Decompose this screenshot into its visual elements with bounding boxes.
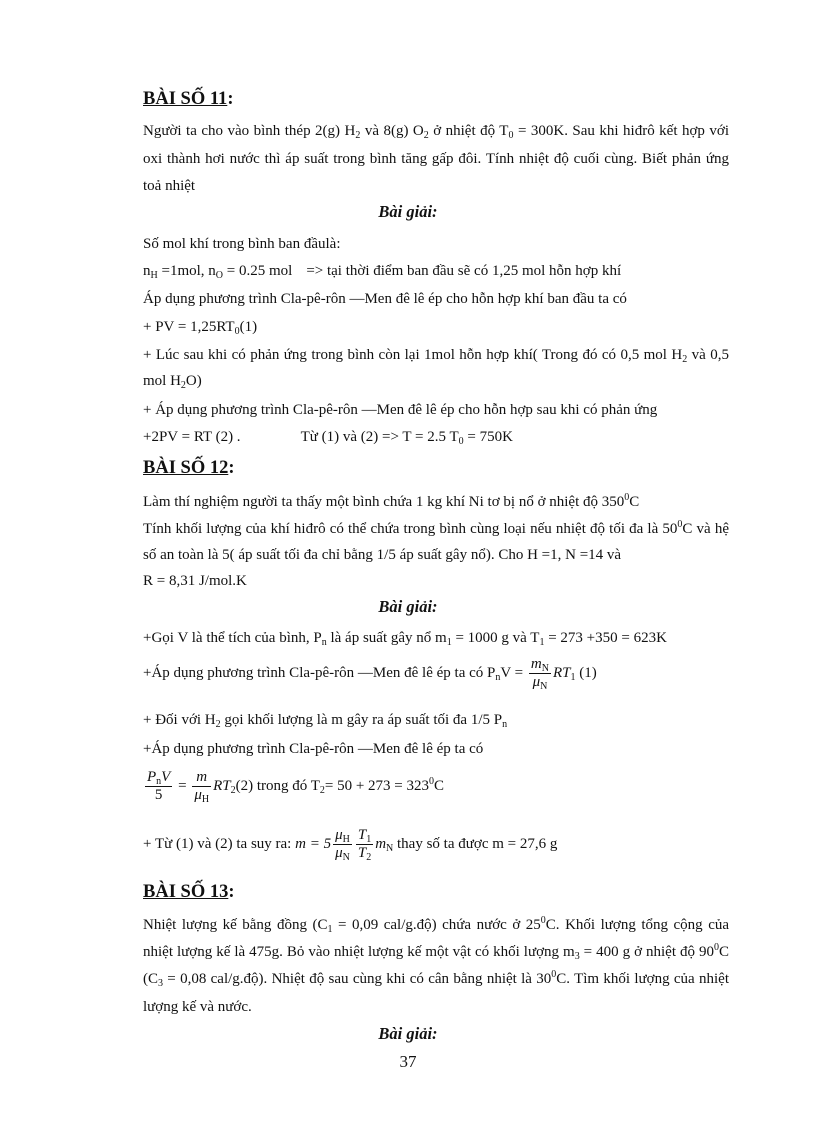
problem-12-line-4: R = 8,31 J/mol.K (143, 573, 247, 589)
solution-11-line-4: + PV = $1,25RT_0(1)$ (143, 319, 258, 337)
solution-11-line-6: mol $H_2O$) (143, 373, 202, 391)
solution-11-line-7: + Áp dụng phương trình Cla-pê-rôn —Men đê lê ép cho hỗn hợp sau khi có phản ứng (143, 402, 658, 418)
page-number: 37 (399, 1052, 417, 1071)
problem-12-line-3: số an toàn là 5( áp suất tối đa chỉ bằng 1/5 áp suất gây nổ). Cho H =1, N =14 và (143, 547, 622, 563)
solution-12-line-1: +Gọi V là thể tích của bình, $P_n$ là áp suất gây nổ $m_1 = 1000$ g và $T_1 = 273 +350 = 623K$ (143, 630, 667, 648)
problem-11-line-1: Người ta cho vào bình thép 2(g) $H_2$ và 8(g) $O_2$ ở nhiệt độ $T_0 = 300K$. Sau khi hiđrô kết hợp với (143, 123, 729, 141)
problem-12-line-1: Làm thí nghiệm người ta thấy một bình chứa 1 kg khí Ni tơ bị nổ ở nhiệt độ $350^0C$ (143, 492, 640, 510)
heading-bai-11: BÀI SỐ 11: (143, 89, 234, 109)
problem-13-line-4: lượng kế và nước. (143, 999, 252, 1015)
solution-12-line-4: +Áp dụng phương trình Cla-pê-rôn —Men đê lê ép ta có (143, 741, 484, 757)
problem-11-line-2: oxi thành hơi nước thì áp suất trong bình tăng gấp đôi. Tính nhiệt độ cuối cùng. Biết phản ứng (143, 151, 729, 167)
solution-11-line-8: +2PV = RT (2) . Từ (1) và (2) => T = 2.5 $T_0 = 750K$ (143, 429, 513, 447)
problem-13-line-3: ($C_3 = 0,08$ cal/g.độ). Nhiệt độ sau cùng khi có cân bằng nhiệt là $30^0C$. Tìm khối lượng của nhiệt (143, 969, 730, 989)
solution-12-line-6-formula: + Từ (1) và (2) ta suy ra: m = 5 $\frac{\mu_H}{\mu_N}$ $\frac{T_1}{T_2}$ $m_N$ thay số ta được m = 27,6 g (143, 827, 558, 863)
solution-11-line-3: Áp dụng phương trình Cla-pê-rôn —Men đê lê ép cho hỗn hợp khí ban đầu ta có (143, 291, 627, 307)
heading-bai-13: BÀI SỐ 13: (143, 882, 235, 902)
heading-bai-12: BÀI SỐ 12: (143, 458, 235, 478)
problem-12-line-2: Tính khối lượng của khí hiđrô có thể chứa trong bình cùng loại nếu nhiệt độ tối đa là $50^0C$ và hệ (143, 519, 730, 537)
solution-12-line-5-formula: $\frac{P_nV}{5}$ = $\frac{m}{\mu_H}$ $RT_2(2)$ trong đó $T_2= 50 + 273 = 323^0C$ (147, 769, 445, 805)
solution-11-line-1: Số mol khí trong bình ban đầulà: (143, 236, 341, 252)
solution-title-12: Bài giải: (378, 597, 438, 616)
solution-12-line-2-formula: +Áp dụng phương trình Cla-pê-rôn —Men đê lê ép ta có $P_nV$ = $\frac{m_N}{\mu_N}$ $RT_1$ (1) (143, 656, 597, 692)
solution-title-13: Bài giải: (378, 1024, 438, 1043)
problem-13-line-2: nhiệt lượng kế là 475g. Bỏ vào nhiệt lượng kế một vật có khối lượng $m_3 = 400$ g ở nhiệt độ $90^0C$ (143, 942, 729, 962)
problem-13-line-1: Nhiệt lượng kế bằng đồng ($C_1 = 0,09$ cal/g.độ) chứa nước ở $25^0C$. Khối lượng tổng cộng của (143, 915, 730, 935)
problem-11-line-3: toả nhiệt (143, 178, 196, 194)
solution-11-line-5: + Lúc sau khi có phản ứng trong bình còn lại 1mol hỗn hợp khí( Trong đó có 0,5 mol $H_2$ và 0,5 (143, 347, 729, 365)
solution-11-line-2: $n_H =1mol$, $n_O = 0.25$ mol => tại thời điểm ban đầu sẽ có 1,25 mol hỗn hợp khí (143, 263, 622, 281)
solution-12-line-3: + Đối với $H_2$ gọi khối lượng là m gây ra áp suất tối đa 1/5 $P_n$ (143, 712, 508, 730)
solution-title-11: Bài giải: (378, 202, 438, 221)
